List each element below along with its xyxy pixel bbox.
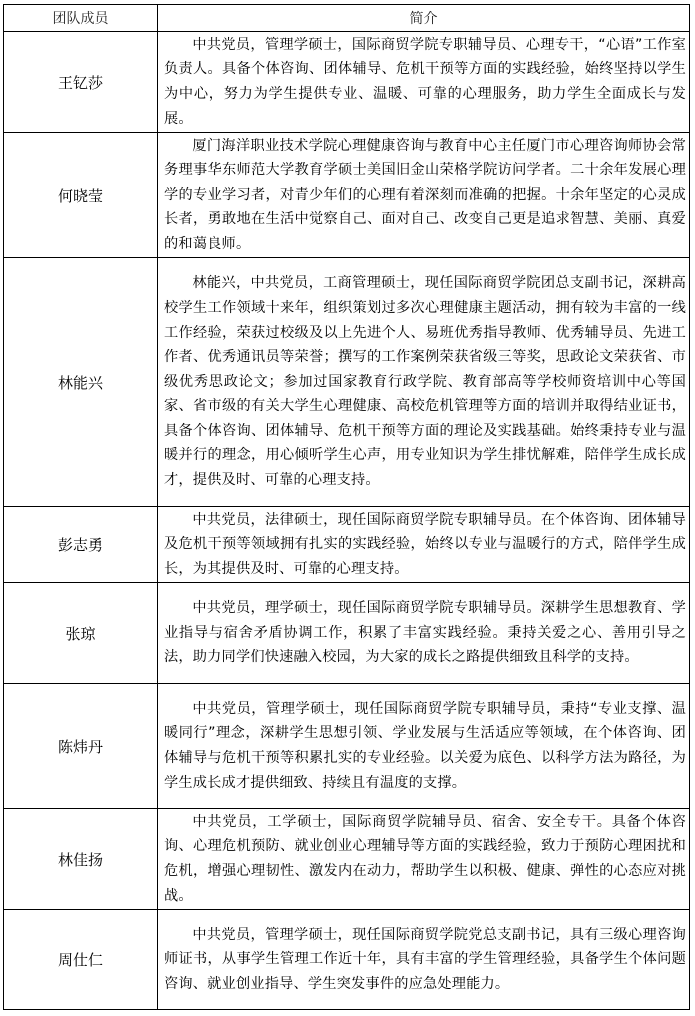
header-member: 团队成员 <box>4 5 158 32</box>
header-intro: 简介 <box>158 5 690 32</box>
member-name: 张琼 <box>4 583 158 684</box>
member-name: 陈炜丹 <box>4 684 158 809</box>
member-name: 王钇莎 <box>4 32 158 133</box>
table-row <box>4 684 690 809</box>
member-intro: 中共党员，管理学硕士，现任国际商贸学院专职辅导员，秉持“专业支撑、温暖同行”理念，深耕学生思想引领、学业发展与生活适应等领域，在个体咨询、团体辅导与危机干预等积累扎实的专业经验。以关爱为底色、以科学方法为路径，为学生成长成才提供细致、持续且有温度的支撑。 <box>158 684 690 809</box>
member-intro: 中共党员，理学硕士，现任国际商贸学院专职辅导员。深耕学生思想教育、学业指导与宿舍矛盾协调工作，积累了丰富实践经验。秉持关爱之心、善用引导之法，助力同学们快速融入校园，为大家的成长之路提供细致且科学的支持。 <box>158 583 690 684</box>
member-intro: 厦门海洋职业技术学院心理健康咨询与教育中心主任厦门市心理咨询师协会常务理事华东师范大学教育学硕士美国旧金山荣格学院访问学者。二十余年发展心理学的专业学习者，对青少年们的心理有着深刻而准确的把握。十余年坚定的心灵成长者，勇敢地在生活中觉察自己、面对自己、改变自己更是追求智慧、美丽、真爱的和蔼良师。 <box>158 133 690 258</box>
table-row <box>4 809 690 910</box>
team-members-table <box>3 4 690 1010</box>
member-name: 周仕仁 <box>4 910 158 1010</box>
member-name: 彭志勇 <box>4 507 158 583</box>
member-intro: 中共党员，法律硕士，现任国际商贸学院专职辅导员。在个体咨询、团体辅导及危机干预等领域拥有扎实的实践经验，始终以专业与温暖行的方式，陪伴学生成长，为其提供及时、可靠的心理支持。 <box>158 507 690 583</box>
member-intro: 中共党员，管理学硕士，国际商贸学院专职辅导员、心理专干，“心语”工作室负责人。具备个体咨询、团体辅导、危机干预等方面的实践经验，始终坚持以学生为中心，努力为学生提供专业、温暖、可靠的心理服务，助力学生全面成长与发展。 <box>158 32 690 133</box>
member-intro: 中共党员，工学硕士，国际商贸学院辅导员、宿舍、安全专干。具备个体咨询、心理危机预防、就业创业心理辅导等方面的实践经验，致力于预防心理困扰和危机，增强心理韧性、激发内在动力，帮助学生以积极、健康、弹性的心态应对挑战。 <box>158 809 690 910</box>
table-row <box>4 258 690 507</box>
member-name: 林佳扬 <box>4 809 158 910</box>
table-row <box>4 910 690 1010</box>
table-row <box>4 583 690 684</box>
member-name: 林能兴 <box>4 258 158 507</box>
table-row <box>4 507 690 583</box>
table-row <box>4 133 690 258</box>
member-name: 何晓莹 <box>4 133 158 258</box>
table-row <box>4 32 690 133</box>
table-header-row <box>4 5 690 32</box>
member-intro: 中共党员，管理学硕士，现任国际商贸学院党总支副书记，具有三级心理咨询师证书，从事学生管理工作近十年，具有丰富的学生管理经验，具备学生个体问题咨询、就业创业指导、学生突发事件的应急处理能力。 <box>158 910 690 1010</box>
member-intro: 林能兴，中共党员，工商管理硕士，现任国际商贸学院团总支副书记，深耕高校学生工作领域十来年，组织策划过多次心理健康主题活动，拥有较为丰富的一线工作经验，荣获过校级及以上先进个人、易班优秀指导教师、优秀辅导员、先进工作者、优秀通讯员等荣誉；撰写的工作案例荣获省级三等奖，思政论文荣获省、市级优秀思政论文；参加过国家教育行政学院、教育部高等学校师资培训中心等国家、省市级的有关大学生心理健康、高校危机管理等方面的培训并取得结业证书，具备个体咨询、团体辅导、危机干预等方面的理论及实践基础。始终秉持专业与温暖并行的理念，用心倾听学生心声，用专业知识为学生排忧解难，陪伴学生成长成才，提供及时、可靠的心理支持。 <box>158 258 690 507</box>
